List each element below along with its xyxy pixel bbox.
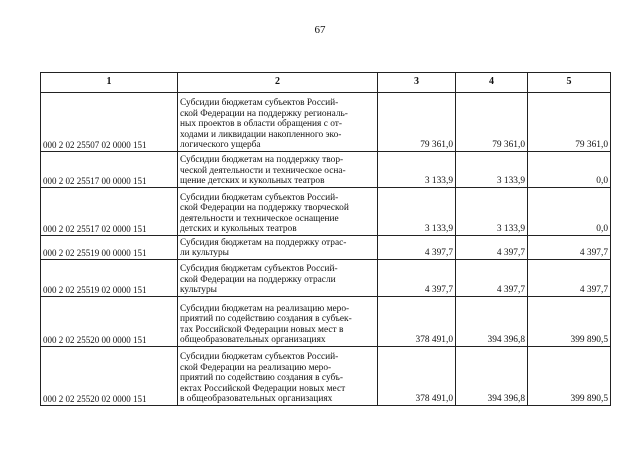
budget-table xyxy=(40,72,611,406)
amount-col-3: 378 491,0 xyxy=(378,347,456,406)
budget-code-cell: 000 2 02 25517 02 0000 151 xyxy=(41,188,178,236)
budget-code-cell: 000 2 02 25520 02 0000 151 xyxy=(41,347,178,406)
amount-col-4: 394 396,8 xyxy=(456,297,528,347)
description-line: щение детских и кукольных театров xyxy=(180,176,325,187)
budget-code-cell: 000 2 02 25517 00 0000 151 xyxy=(41,152,178,188)
header-col-4: 4 xyxy=(456,73,528,93)
amount-col-3: 378 491,0 xyxy=(378,297,456,347)
description-line: детских и кукольных театров xyxy=(180,224,297,235)
header-col-5: 5 xyxy=(528,73,611,93)
table-row xyxy=(41,93,611,152)
amount-col-5: 0,0 xyxy=(528,152,611,188)
amount-col-5: 4 397,7 xyxy=(528,260,611,297)
description-line: культуры xyxy=(180,285,217,296)
description-cell xyxy=(178,188,378,236)
description-line: приятий по содействию создания в субъ- xyxy=(180,373,344,384)
budget-code-cell: 000 2 02 25519 00 0000 151 xyxy=(41,236,178,260)
table-row xyxy=(41,236,611,260)
amount-col-3: 79 361,0 xyxy=(378,93,456,152)
amount-col-4: 3 133,9 xyxy=(456,152,528,188)
description-line: логического ущерба xyxy=(180,140,261,151)
header-col-3: 3 xyxy=(378,73,456,93)
header-col-1: 1 xyxy=(41,73,178,93)
description-line: ных проектов в области обращения с от- xyxy=(180,119,342,130)
amount-col-5: 4 397,7 xyxy=(528,236,611,260)
table-row xyxy=(41,347,611,406)
description-line: ской Федерации на реализацию меро- xyxy=(180,362,332,373)
amount-col-4: 4 397,7 xyxy=(456,236,528,260)
description-line: Субсидии бюджетам на поддержку твор- xyxy=(180,155,344,166)
amount-col-3: 3 133,9 xyxy=(378,188,456,236)
description-line: ской Федерации на поддержку отрасли xyxy=(180,274,336,285)
description-cell xyxy=(178,297,378,347)
table-header-row xyxy=(41,73,611,93)
description-line: деятельности и техническое оснащение xyxy=(180,213,339,224)
description-line: тах Российской Федерации новых мест в xyxy=(180,324,344,335)
description-line: ской Федерации на поддержку региональ- xyxy=(180,108,348,119)
description-line: Субсидия бюджетам субъектов Россий- xyxy=(180,264,338,275)
amount-col-4: 394 396,8 xyxy=(456,347,528,406)
amount-col-4: 4 397,7 xyxy=(456,260,528,297)
description-cell xyxy=(178,152,378,188)
amount-col-5: 0,0 xyxy=(528,188,611,236)
amount-col-3: 3 133,9 xyxy=(378,152,456,188)
page-number: 67 xyxy=(314,24,326,36)
table-row xyxy=(41,260,611,297)
description-line: ли культуры xyxy=(180,248,229,259)
description-line: Субсидии бюджетам на реализацию меро- xyxy=(180,303,350,314)
amount-col-5: 399 890,5 xyxy=(528,297,611,347)
description-line: в общеобразовательных организациях xyxy=(180,394,333,405)
description-line: приятий по содействию создания в субъек- xyxy=(180,314,352,325)
table-row xyxy=(41,188,611,236)
description-cell xyxy=(178,93,378,152)
budget-code-cell: 000 2 02 25519 02 0000 151 xyxy=(41,260,178,297)
amount-col-3: 4 397,7 xyxy=(378,236,456,260)
amount-col-5: 399 890,5 xyxy=(528,347,611,406)
budget-code-cell: 000 2 02 25507 02 0000 151 xyxy=(41,93,178,152)
description-line: Субсидии бюджетам субъектов Россий- xyxy=(180,352,339,363)
description-line: Субсидии бюджетам субъектов Россий- xyxy=(180,98,339,109)
description-line: ской Федерации на поддержку творческой xyxy=(180,203,349,214)
description-cell xyxy=(178,260,378,297)
amount-col-4: 3 133,9 xyxy=(456,188,528,236)
amount-col-4: 79 361,0 xyxy=(456,93,528,152)
table-row xyxy=(41,152,611,188)
budget-code-cell: 000 2 02 25520 00 0000 151 xyxy=(41,297,178,347)
description-line: ходами и ликвидации накопленного эко- xyxy=(180,129,342,140)
amount-col-3: 4 397,7 xyxy=(378,260,456,297)
description-line: общеобразовательных организациях xyxy=(180,335,326,346)
header-col-2: 2 xyxy=(178,73,378,93)
table-row xyxy=(41,297,611,347)
description-cell xyxy=(178,347,378,406)
description-cell xyxy=(178,236,378,260)
description-line: ческой деятельности и техническое осна- xyxy=(180,165,346,176)
amount-col-5: 79 361,0 xyxy=(528,93,611,152)
description-line: Субсидии бюджетам субъектов Россий- xyxy=(180,192,339,203)
description-line: ектах Российской Федерации новых мест xyxy=(180,383,346,394)
description-line: Субсидия бюджетам на поддержку отрас- xyxy=(180,237,347,248)
